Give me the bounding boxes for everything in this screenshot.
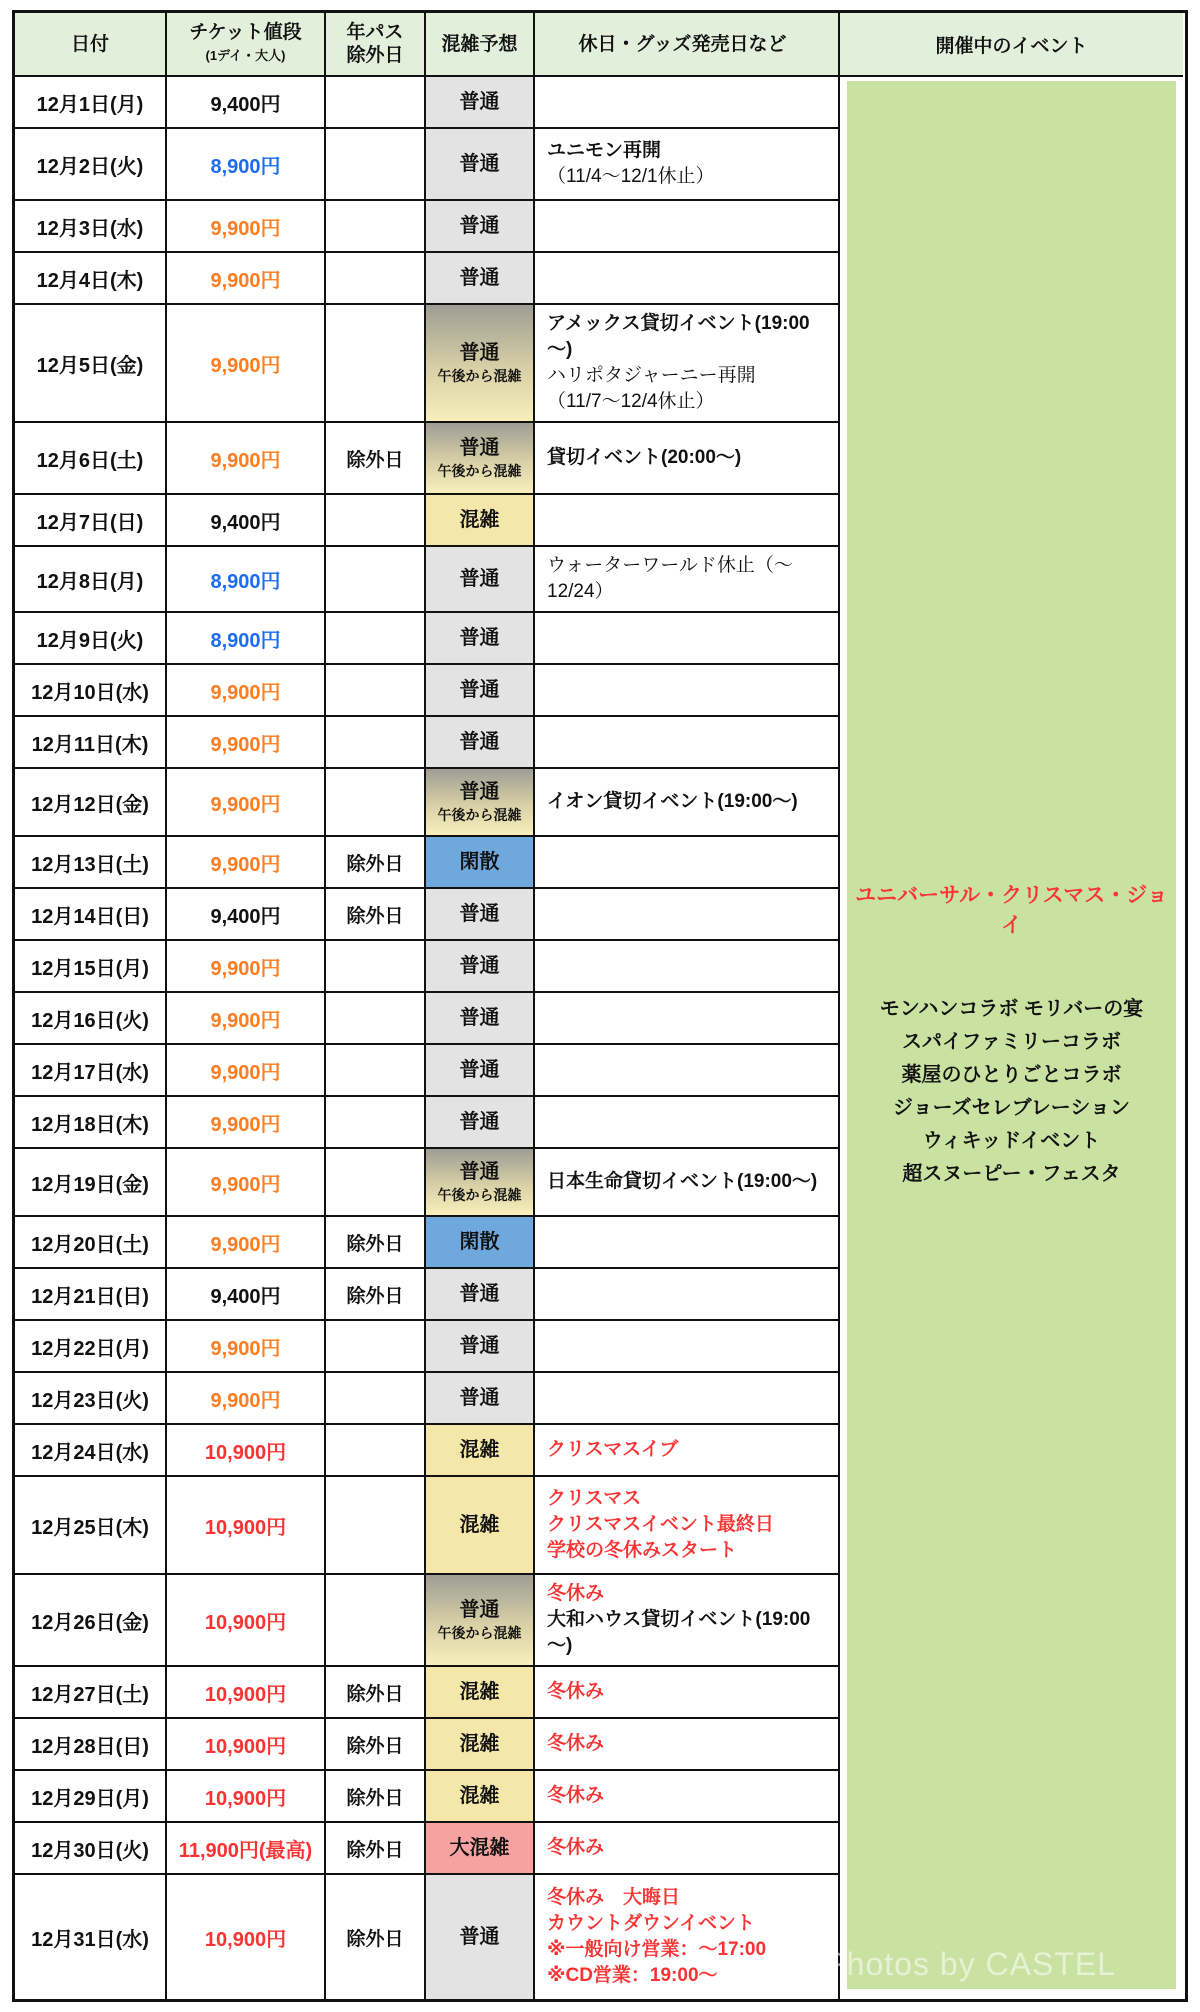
table-row [15,1475,838,1573]
ticket-price-cell: 9,900円 [165,837,324,887]
crowd-level-label: 閑散 [459,1230,500,1253]
note-line: 冬休み [547,1837,605,1858]
table-row [15,767,838,835]
note-line: 大和ハウス貸切イベント(19:00～) [547,1609,811,1656]
events-panel [824,77,1183,1999]
annual-pass-exclusion-cell [324,993,424,1043]
crowd-level-label: 混雑 [459,508,500,531]
note-line: ハリポタジャーニー再開 [547,365,756,386]
crowd-forecast-cell [424,769,533,835]
annual-pass-exclusion-cell [324,1425,424,1475]
crowd-forecast-cell [424,1373,533,1423]
crowd-forecast-cell [424,613,533,663]
annual-pass-exclusion-cell: 除外日 [324,423,424,493]
notes-cell [533,993,830,1043]
ticket-price-cell: 10,900円 [165,1875,324,1999]
table-row [15,663,838,715]
table-row [15,1717,838,1769]
date-cell: 12月9日(火) [36,629,144,652]
crowd-level-label: 閑散 [459,850,500,873]
date-cell: 12月4日(木) [36,269,144,292]
date-cell: 12月18日(木) [31,1113,149,1136]
calendar-page [12,10,1188,2002]
notes-cell [533,665,830,715]
note-line: カウントダウンイベント [547,1913,756,1934]
ticket-price-cell: 9,400円 [165,889,324,939]
crowd-forecast-cell [424,1771,533,1821]
ticket-price-cell: 10,900円 [165,1477,324,1573]
crowd-forecast-cell [424,305,533,421]
note-line: 冬休み [547,1583,605,1604]
event-item: ウィキッドイベント [922,1130,1101,1152]
crowd-forecast-cell [424,129,533,199]
header-events [840,13,1183,77]
crowd-level-label: 普通 [459,954,500,977]
notes-cell [533,1045,830,1095]
crowd-level-label: 普通 [459,1386,500,1409]
date-cell: 12月21日(日) [31,1285,149,1308]
ticket-price-cell: 9,400円 [165,77,324,127]
ticket-price-cell: 9,900円 [165,423,324,493]
date-cell: 12月10日(水) [31,681,149,704]
table-row [15,75,838,127]
table-row [15,1319,838,1371]
date-cell: 12月16日(火) [31,1009,149,1032]
crowd-forecast-cell [424,1477,533,1573]
crowd-forecast-cell [424,1321,533,1371]
crowd-level-label: 普通 [459,1282,500,1305]
table-row [15,199,838,251]
notes-cell [533,129,830,199]
date-cell: 12月24日(水) [31,1441,149,1464]
crowd-level-label: 普通 [459,902,500,925]
crowd-sublevel-label: 午後から混雑 [437,367,522,384]
table-row [15,715,838,767]
date-cell: 12月25日(木) [31,1516,149,1539]
event-item: モンハンコラボ モリバーの宴 [879,998,1144,1020]
crowd-level-label: 普通 [459,341,500,364]
table-row [15,127,838,199]
date-cell: 12月8日(月) [36,570,144,593]
event-item: 超スヌーピー・フェスタ [902,1163,1121,1185]
notes-cell [533,77,830,127]
notes-cell [533,547,830,611]
notes-cell [533,1477,830,1573]
crowd-level-label: 普通 [459,1334,500,1357]
crowd-forecast-cell [424,1575,533,1665]
annual-pass-exclusion-cell [324,77,424,127]
annual-pass-exclusion-cell [324,769,424,835]
event-item: スパイファミリーコラボ [902,1031,1121,1053]
table-row [15,1371,838,1423]
ticket-price-cell: 9,900円 [165,1373,324,1423]
crowd-level-label: 普通 [459,1160,500,1183]
ticket-price-cell: 9,900円 [165,1097,324,1147]
crowd-level-label: 普通 [459,266,500,289]
crowd-level-label: 混雑 [459,1438,500,1461]
ticket-price-cell: 9,900円 [165,1217,324,1267]
crowd-level-label: 混雑 [459,1680,500,1703]
ticket-price-cell: 9,900円 [165,305,324,421]
annual-pass-exclusion-cell [324,717,424,767]
note-line: イオン貸切イベント(19:00～) [547,791,798,812]
date-cell: 12月7日(日) [36,511,144,534]
date-cell: 12月20日(土) [31,1233,149,1256]
ticket-price-cell: 9,900円 [165,1149,324,1215]
table-row [15,835,838,887]
table-row [15,1147,838,1215]
notes-cell [533,941,830,991]
table-row [15,1043,838,1095]
crowd-forecast-cell [424,1667,533,1717]
ticket-price-cell: 10,900円 [165,1719,324,1769]
date-cell: 12月28日(日) [31,1735,149,1758]
notes-cell [533,1321,830,1371]
table-row [15,939,838,991]
date-cell: 12月19日(金) [31,1173,149,1196]
crowd-forecast-cell [424,495,533,545]
header-events-label: 開催中のイベント [935,35,1088,57]
notes-cell [533,889,830,939]
header-notes-label: 休日・グッズ発売日など [578,33,787,55]
crowd-forecast-cell [424,1045,533,1095]
events-headline: ユニバーサル・クリスマス・ジョイ [855,884,1168,937]
ticket-price-cell: 9,900円 [165,1045,324,1095]
header-date-label: 日付 [70,33,109,55]
notes-cell [533,1217,830,1267]
crowd-level-label: 普通 [459,436,500,459]
crowd-forecast-cell [424,837,533,887]
note-line: クリスマスイブ [547,1439,679,1460]
crowd-level-label: 普通 [459,730,500,753]
annual-pass-exclusion-cell [324,1373,424,1423]
annual-pass-exclusion-cell [324,941,424,991]
table-body [15,75,838,1999]
date-cell: 12月17日(水) [31,1061,149,1084]
date-cell: 12月1日(月) [36,93,144,116]
crowd-forecast-cell [424,993,533,1043]
annual-pass-exclusion-cell [324,613,424,663]
annual-pass-exclusion-cell: 除外日 [324,1719,424,1769]
crowd-level-label: 普通 [459,567,500,590]
crowd-level-label: 普通 [459,780,500,803]
note-line: クリスマス [547,1488,642,1509]
notes-cell [533,201,830,251]
crowd-forecast-cell [424,889,533,939]
crowd-level-label: 混雑 [459,1732,500,1755]
ticket-price-cell: 9,900円 [165,665,324,715]
events-green-panel [824,81,1176,1989]
table-row [15,303,838,421]
crowd-forecast-cell [424,1823,533,1873]
table-row [15,493,838,545]
header-crowd-forecast [424,13,533,75]
ticket-price-cell: 8,900円 [165,129,324,199]
date-cell: 12月31日(水) [31,1928,149,1951]
crowd-sublevel-label: 午後から混雑 [437,1186,522,1203]
crowd-level-label: 普通 [459,626,500,649]
annual-pass-exclusion-cell [324,129,424,199]
annual-pass-exclusion-cell [324,305,424,421]
table-row [15,1873,838,1999]
note-line: ※一般向け営業：～17:00 [547,1939,767,1960]
ticket-price-cell: 9,900円 [165,201,324,251]
annual-pass-exclusion-cell [324,547,424,611]
table-row [15,611,838,663]
annual-pass-exclusion-cell [324,1149,424,1215]
table-row [15,1267,838,1319]
notes-cell [533,1269,830,1319]
crowd-forecast-cell [424,941,533,991]
notes-cell [533,495,830,545]
annual-pass-exclusion-cell [324,201,424,251]
crowd-level-label: 普通 [459,1598,500,1621]
header-annual-pass-line1: 年パス [346,22,404,43]
crowd-level-label: 混雑 [459,1513,500,1536]
table-row [15,991,838,1043]
note-line: アメックス貸切イベント(19:00～) [547,313,810,360]
annual-pass-exclusion-cell [324,1575,424,1665]
table-header-row [15,13,838,75]
crowd-forecast-cell [424,423,533,493]
table-row [15,1769,838,1821]
annual-pass-exclusion-cell [324,495,424,545]
notes-cell [533,717,830,767]
header-ticket-price-label: チケット値段 [189,22,302,43]
note-line: 冬休み 大晦日 [547,1887,681,1908]
header-date [15,13,165,75]
ticket-price-cell: 10,900円 [165,1575,324,1665]
crowd-sublevel-label: 午後から混雑 [437,1624,522,1641]
ticket-price-cell: 8,900円 [165,547,324,611]
notes-cell [533,1149,830,1215]
note-line: 学校の冬休みスタート [547,1540,738,1561]
header-crowd-label: 混雑予想 [441,33,518,55]
note-line: クリスマスイベント最終日 [547,1514,774,1535]
table-row [15,1215,838,1267]
crowd-level-label: 普通 [459,678,500,701]
crowd-forecast-cell [424,1719,533,1769]
date-cell: 12月14日(日) [31,905,149,928]
table-row [15,1821,838,1873]
ticket-price-cell: 9,400円 [165,1269,324,1319]
crowd-forecast-cell [424,201,533,251]
header-ticket-price-sub: (1デイ・大人) [205,48,286,63]
date-cell: 12月11日(木) [31,733,149,756]
note-line: ※CD営業：19:00～ [547,1965,718,1986]
table-row [15,887,838,939]
date-cell: 12月30日(火) [31,1839,149,1862]
crowd-sublevel-label: 午後から混雑 [437,806,522,823]
crowd-forecast-cell [424,717,533,767]
table-row [15,421,838,493]
event-item: ジョーズセレブレーション [893,1097,1130,1119]
notes-cell [533,1823,830,1873]
date-cell: 12月12日(金) [31,793,149,816]
ticket-price-cell: 9,900円 [165,1321,324,1371]
header-notes [533,13,830,75]
crowd-forecast-cell [424,547,533,611]
date-cell: 12月23日(火) [31,1389,149,1412]
notes-cell [533,1575,830,1665]
ticket-price-cell: 9,900円 [165,769,324,835]
notes-cell [533,1667,830,1717]
ticket-price-cell: 10,900円 [165,1667,324,1717]
crowd-level-label: 普通 [459,1110,500,1133]
notes-cell [533,305,830,421]
notes-cell [533,1875,830,1999]
notes-cell [533,837,830,887]
crowd-level-label: 大混雑 [449,1836,510,1859]
ticket-price-cell: 9,900円 [165,717,324,767]
crowd-forecast-cell [424,1217,533,1267]
annual-pass-exclusion-cell [324,665,424,715]
date-cell: 12月13日(土) [31,853,149,876]
crowd-forecast-cell [424,1269,533,1319]
ticket-price-cell: 10,900円 [165,1425,324,1475]
date-cell: 12月27日(土) [31,1683,149,1706]
header-annual-pass-line2: 除外日 [346,45,404,66]
table-row [15,1423,838,1475]
events-column [824,13,1183,1999]
annual-pass-exclusion-cell: 除外日 [324,889,424,939]
note-line: 冬休み [547,1733,605,1754]
calendar-columns [15,13,838,1999]
annual-pass-exclusion-cell: 除外日 [324,1217,424,1267]
crowd-forecast-cell [424,1425,533,1475]
ticket-price-cell: 9,900円 [165,253,324,303]
annual-pass-exclusion-cell [324,1321,424,1371]
table-row [15,1095,838,1147]
ticket-price-cell: 9,900円 [165,941,324,991]
events-list [880,993,1144,1191]
crowd-sublevel-label: 午後から混雑 [437,462,522,479]
date-cell: 12月6日(土) [36,449,144,472]
crowd-forecast-cell [424,253,533,303]
date-cell: 12月29日(月) [31,1787,149,1810]
crowd-forecast-cell [424,1149,533,1215]
table-row [15,545,838,611]
date-cell: 12月22日(月) [31,1337,149,1360]
date-cell: 12月3日(水) [36,217,144,240]
table-row [15,1665,838,1717]
notes-cell [533,1373,830,1423]
note-line: 冬休み [547,1681,605,1702]
date-cell: 12月5日(金) [36,354,144,377]
crowd-level-label: 混雑 [459,1784,500,1807]
crowd-forecast-cell [424,1097,533,1147]
crowd-level-label: 普通 [459,152,500,175]
header-ticket-price [165,13,324,75]
notes-cell [533,1771,830,1821]
ticket-price-cell: 9,900円 [165,993,324,1043]
annual-pass-exclusion-cell [324,1097,424,1147]
annual-pass-exclusion-cell: 除外日 [324,1823,424,1873]
note-line: 貸切イベント(20:00～) [547,447,742,468]
annual-pass-exclusion-cell: 除外日 [324,1875,424,1999]
event-item: 薬屋のひとりごとコラボ [901,1064,1122,1086]
ticket-price-cell: 9,400円 [165,495,324,545]
note-line: 日本生命貸切イベント(19:00～) [547,1171,818,1192]
date-cell: 12月15日(月) [31,957,149,980]
annual-pass-exclusion-cell [324,1477,424,1573]
annual-pass-exclusion-cell [324,1045,424,1095]
note-line: （11/7～12/4休止） [547,391,715,412]
annual-pass-exclusion-cell: 除外日 [324,1667,424,1717]
crowd-forecast-cell [424,665,533,715]
date-cell: 12月2日(火) [36,155,144,178]
note-line: 冬休み [547,1785,605,1806]
notes-cell [533,423,830,493]
table-row [15,1573,838,1665]
annual-pass-exclusion-cell: 除外日 [324,837,424,887]
table-row [15,251,838,303]
annual-pass-exclusion-cell: 除外日 [324,1771,424,1821]
crowd-forecast-cell [424,1875,533,1999]
header-annual-pass [324,13,424,75]
note-line: ウォーターワールド休止（～12/24） [547,555,793,602]
notes-cell [533,1097,830,1147]
crowd-level-label: 普通 [459,90,500,113]
ticket-price-cell: 10,900円 [165,1771,324,1821]
crowd-level-label: 普通 [459,1006,500,1029]
ticket-price-cell: 8,900円 [165,613,324,663]
annual-pass-exclusion-cell [324,253,424,303]
notes-cell [533,253,830,303]
crowd-level-label: 普通 [459,1058,500,1081]
crowd-forecast-cell [424,77,533,127]
note-line: ユニモン再開 [547,140,662,161]
ticket-price-cell: 11,900円(最高) [165,1823,324,1873]
notes-cell [533,1425,830,1475]
date-cell: 12月26日(金) [31,1611,149,1634]
notes-cell [533,1719,830,1769]
annual-pass-exclusion-cell: 除外日 [324,1269,424,1319]
notes-cell [533,613,830,663]
crowd-level-label: 普通 [459,1925,500,1948]
note-line: （11/4～12/1休止） [547,166,715,187]
december-calendar-table [12,10,1188,2002]
crowd-level-label: 普通 [459,214,500,237]
photo-credit-watermark: Photos by CASTEL [824,1946,1116,1982]
notes-cell [533,769,830,835]
